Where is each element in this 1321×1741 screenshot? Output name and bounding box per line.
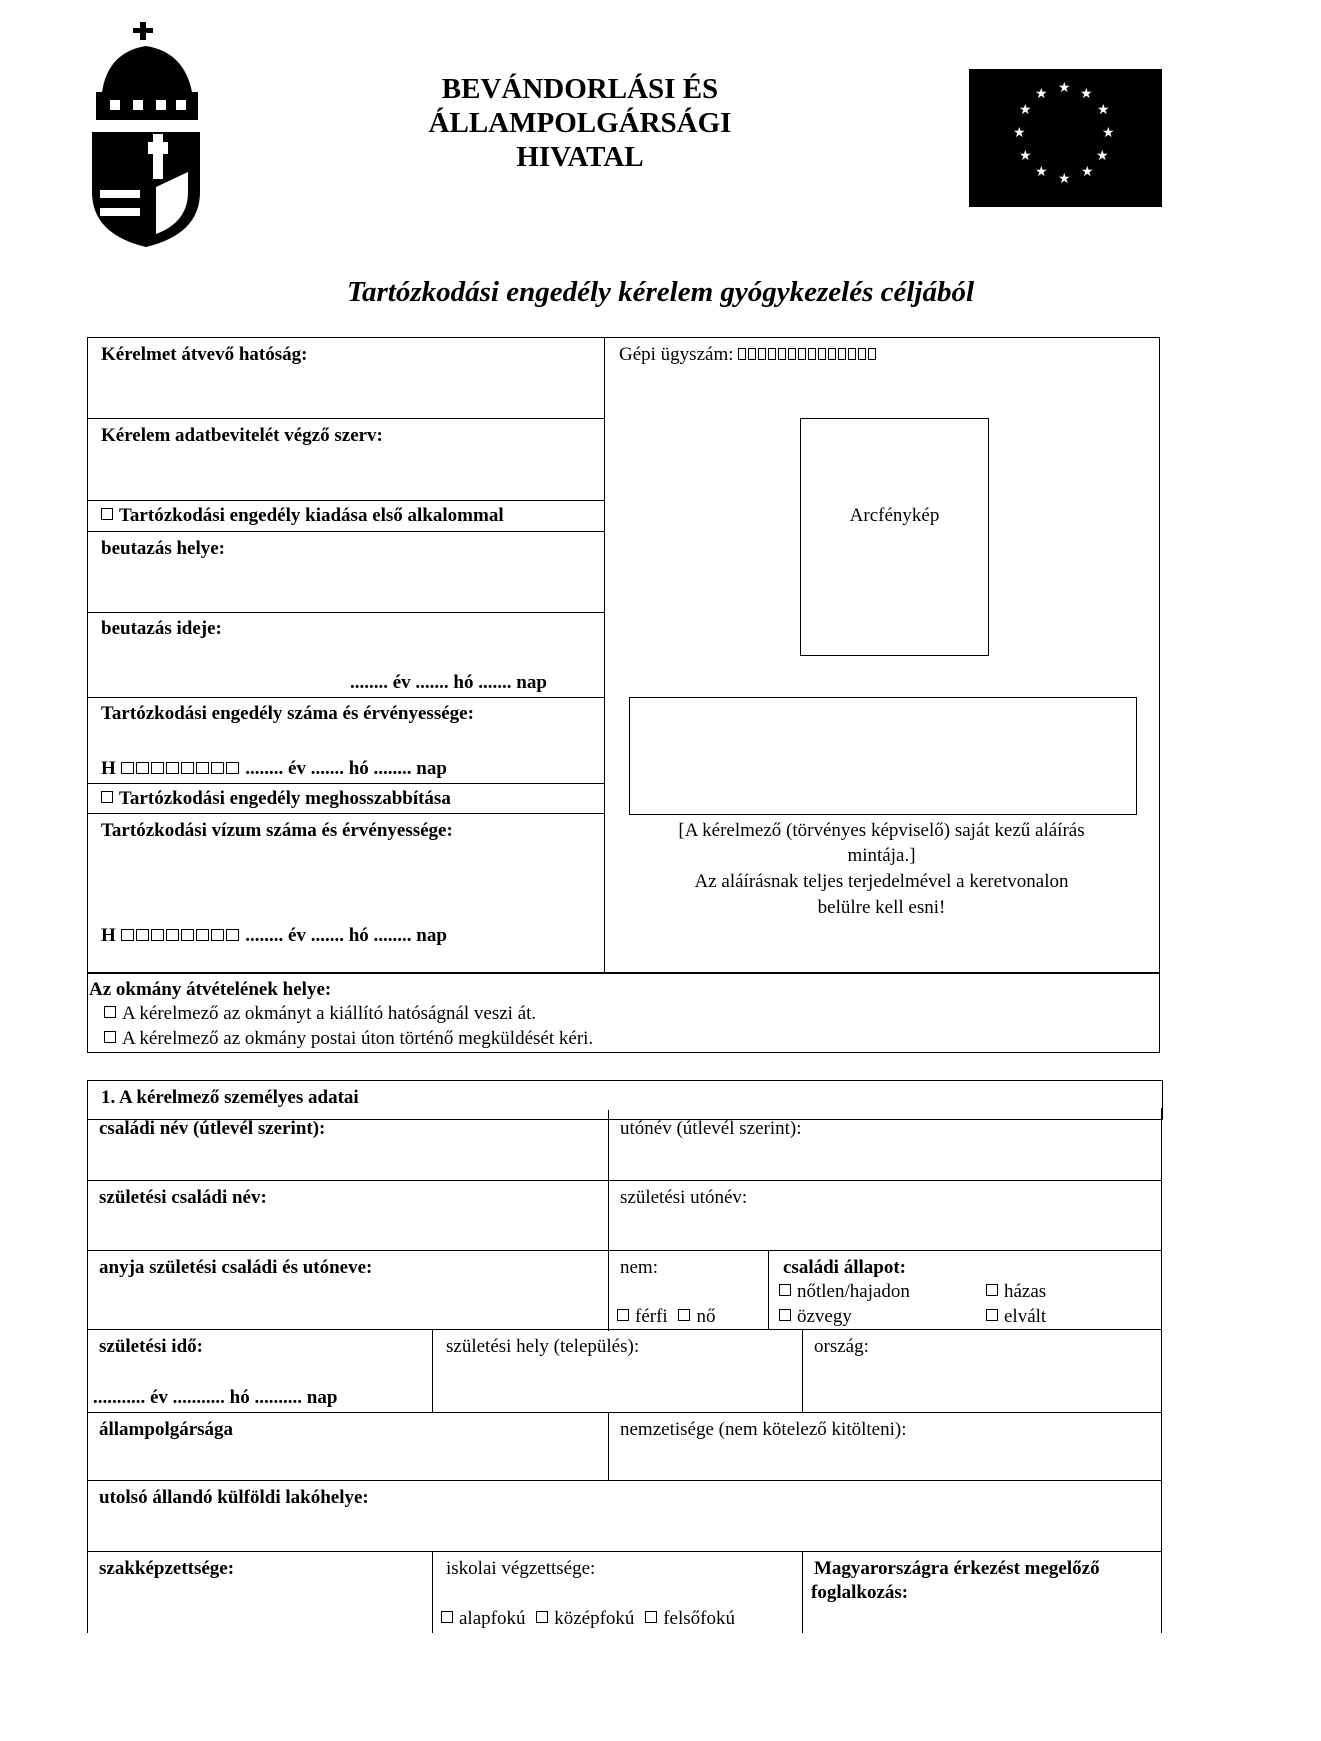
divider (802, 1329, 803, 1413)
divider (87, 1250, 1162, 1251)
visa-prefix: H (101, 925, 116, 946)
country-label: ország: (814, 1336, 869, 1357)
divider (608, 1412, 609, 1481)
divider (87, 1108, 88, 1633)
birth-family-name-label: születési családi név: (99, 1187, 267, 1208)
checkbox[interactable] (441, 1611, 453, 1623)
sex-options[interactable] (617, 1306, 715, 1328)
coat-of-arms-logo (88, 22, 206, 247)
digit-box (818, 348, 826, 360)
digit-box (798, 348, 806, 360)
edu-basic-label: alapfokú (459, 1608, 526, 1629)
digit-box (788, 348, 796, 360)
divider (87, 813, 605, 814)
marital-divorced-option[interactable] (986, 1306, 1046, 1328)
education-label: iskolai végzettsége: (446, 1558, 596, 1579)
sex-male-label: férfi (635, 1306, 668, 1327)
digit-box[interactable] (151, 929, 164, 941)
marital-married-label: házas (1004, 1281, 1047, 1302)
receiving-authority-label: Kérelmet átvevő hatóság: (101, 344, 308, 365)
visa-number-label: Tartózkodási vízum száma és érvényessége: (101, 820, 453, 841)
digit-box[interactable] (166, 762, 179, 774)
eu-flag-logo (969, 69, 1162, 207)
digit-box[interactable] (181, 929, 194, 941)
citizenship-label: állampolgársága (99, 1419, 234, 1440)
divider (87, 783, 605, 784)
signature-note-2: mintája.] (847, 845, 916, 866)
star-icon: ★ (1058, 171, 1071, 187)
visa-number-field[interactable] (101, 925, 447, 947)
entry-date-line: ........ év ....... hó ....... nap (350, 672, 547, 693)
divider (87, 531, 605, 532)
checkbox[interactable] (779, 1284, 791, 1296)
edu-higher-label: felsőfokú (663, 1608, 735, 1629)
divider (608, 1110, 609, 1331)
star-icon: ★ (1080, 86, 1093, 102)
divider (87, 418, 605, 419)
digit-box (808, 348, 816, 360)
digit-box[interactable] (136, 762, 149, 774)
marital-married-option[interactable] (986, 1281, 1046, 1303)
signature-note-1: [A kérelmező (törvényes képviselő) saját kezű aláírás (678, 820, 1085, 841)
digit-box (738, 348, 746, 360)
pickup-option-1-label: A kérelmező az okmányt a kiállító hatóságnál veszi át. (122, 1003, 537, 1024)
digit-box[interactable] (226, 762, 239, 774)
digit-box (848, 348, 856, 360)
digit-box (748, 348, 756, 360)
permit-extension-label: Tartózkodási engedély meghosszabbítása (119, 788, 451, 809)
qualification-label: szakképzettsége: (99, 1558, 235, 1579)
given-name-label: utónév (útlevél szerint): (620, 1118, 802, 1139)
sex-female-label: nő (696, 1306, 716, 1327)
birth-date-label: születési idő: (99, 1336, 203, 1357)
divider (1161, 1108, 1162, 1633)
marital-widowed-option[interactable] (779, 1306, 852, 1328)
star-icon: ★ (1013, 125, 1026, 141)
digit-box (768, 348, 776, 360)
digit-box[interactable] (136, 929, 149, 941)
digit-box[interactable] (121, 929, 134, 941)
digit-box[interactable] (196, 762, 209, 774)
permit-number-label: Tartózkodási engedély száma és érvényessége: (101, 703, 474, 724)
checkbox[interactable] (101, 791, 113, 803)
marital-status-label: családi állapot: (783, 1257, 906, 1278)
case-number-label: Gépi ügyszám: (619, 344, 734, 365)
nationality-label: nemzetisége (nem kötelező kitölteni): (620, 1419, 907, 1440)
agency-line-2: ÁLLAMPOLGÁRSÁGI (428, 107, 732, 139)
entry-date-label: beutazás ideje: (101, 618, 222, 639)
digit-box[interactable] (151, 762, 164, 774)
edu-secondary-label: középfokú (554, 1608, 635, 1629)
checkbox[interactable] (645, 1611, 657, 1623)
checkbox[interactable] (104, 1006, 116, 1018)
divider (87, 1329, 1162, 1330)
divider (432, 1551, 433, 1633)
divider (87, 1480, 1162, 1481)
first-issue-option[interactable] (101, 505, 504, 527)
photo-label: Arcfénykép (849, 505, 940, 526)
checkbox[interactable] (678, 1309, 690, 1321)
star-icon: ★ (1102, 125, 1115, 141)
pickup-option-2-label: A kérelmező az okmány postai úton történő megküldését kéri. (122, 1028, 594, 1049)
divider (87, 1412, 1162, 1413)
digit-box[interactable] (226, 929, 239, 941)
checkbox[interactable] (617, 1309, 629, 1321)
digit-box[interactable] (211, 762, 224, 774)
marital-divorced-label: elvált (1004, 1306, 1047, 1327)
checkbox[interactable] (779, 1309, 791, 1321)
star-icon: ★ (1019, 102, 1032, 118)
checkbox[interactable] (104, 1031, 116, 1043)
checkbox[interactable] (986, 1284, 998, 1296)
permit-extension-option[interactable] (101, 788, 451, 810)
digit-box (858, 348, 866, 360)
education-options[interactable] (441, 1608, 735, 1630)
signature-note-3: Az aláírásnak teljes terjedelmével a keretvonalon (694, 871, 1069, 892)
divider (87, 697, 605, 698)
entry-place-label: beutazás helye: (101, 538, 226, 559)
first-issue-label: Tartózkodási engedély kiadása első alkalommal (119, 505, 504, 526)
last-residence-label: utolsó állandó külföldi lakóhelye: (99, 1487, 369, 1508)
divider (87, 1551, 1162, 1552)
star-icon: ★ (1081, 164, 1094, 180)
case-number-field (619, 344, 878, 366)
digit-box (828, 348, 836, 360)
agency-name (320, 72, 840, 174)
digit-box (838, 348, 846, 360)
star-icon: ★ (1097, 102, 1110, 118)
birth-given-name-label: születési utónév: (620, 1187, 748, 1208)
personal-section-title: 1. A kérelmező személyes adatai (101, 1087, 359, 1108)
star-icon: ★ (1035, 164, 1048, 180)
checkbox[interactable] (101, 508, 113, 520)
birth-place-label: születési hely (település): (446, 1336, 640, 1357)
visa-date-line: ........ év ....... hó ........ nap (245, 925, 447, 946)
prior-occupation-label-1: Magyarországra érkezést megelőző (814, 1558, 1100, 1579)
prior-occupation-label-2: foglalkozás: (811, 1582, 909, 1603)
marital-single-option[interactable] (779, 1281, 910, 1303)
divider (87, 612, 605, 613)
digit-box[interactable] (121, 762, 134, 774)
digit-box[interactable] (196, 929, 209, 941)
digit-box[interactable] (181, 762, 194, 774)
digit-box[interactable] (166, 929, 179, 941)
star-icon: ★ (1019, 148, 1032, 164)
digit-box (778, 348, 786, 360)
checkbox[interactable] (536, 1611, 548, 1623)
checkbox[interactable] (986, 1309, 998, 1321)
digit-box[interactable] (211, 929, 224, 941)
star-icon: ★ (1035, 86, 1048, 102)
birth-date-line: ........... év ........... hó .......... nap (93, 1387, 338, 1408)
marital-widowed-label: özvegy (797, 1306, 852, 1327)
permit-prefix: H (101, 758, 116, 779)
agency-line-1: BEVÁNDORLÁSI ÉS (441, 73, 719, 105)
digit-box (758, 348, 766, 360)
coat-of-arms-icon (88, 22, 206, 247)
photo-box[interactable] (800, 418, 989, 656)
divider (802, 1551, 803, 1633)
marital-single-label: nőtlen/hajadon (797, 1281, 910, 1302)
form-title: Tartózkodási engedély kérelem gyógykezelés céljából (346, 276, 975, 308)
digit-box (868, 348, 876, 360)
star-icon: ★ (1058, 80, 1071, 96)
signature-box[interactable] (629, 697, 1137, 815)
mother-name-label: anyja születési családi és utóneve: (99, 1257, 373, 1278)
data-entry-org-label: Kérelem adatbevitelét végző szerv: (101, 425, 383, 446)
sex-label: nem: (620, 1257, 658, 1278)
divider (768, 1250, 769, 1330)
divider (87, 1180, 1162, 1181)
signature-note-4: belülre kell esni! (817, 897, 946, 918)
divider (432, 1329, 433, 1413)
permit-number-field[interactable] (101, 758, 447, 780)
agency-line-3: HIVATAL (516, 141, 644, 173)
pickup-title: Az okmány átvételének helye: (89, 979, 332, 1000)
family-name-label: családi név (útlevél szerint): (99, 1118, 326, 1139)
pickup-option-1[interactable] (104, 1003, 536, 1025)
permit-date-line: ........ év ....... hó ........ nap (245, 758, 447, 779)
star-icon: ★ (1096, 148, 1109, 164)
pickup-option-2[interactable] (104, 1028, 593, 1050)
divider (87, 500, 605, 501)
